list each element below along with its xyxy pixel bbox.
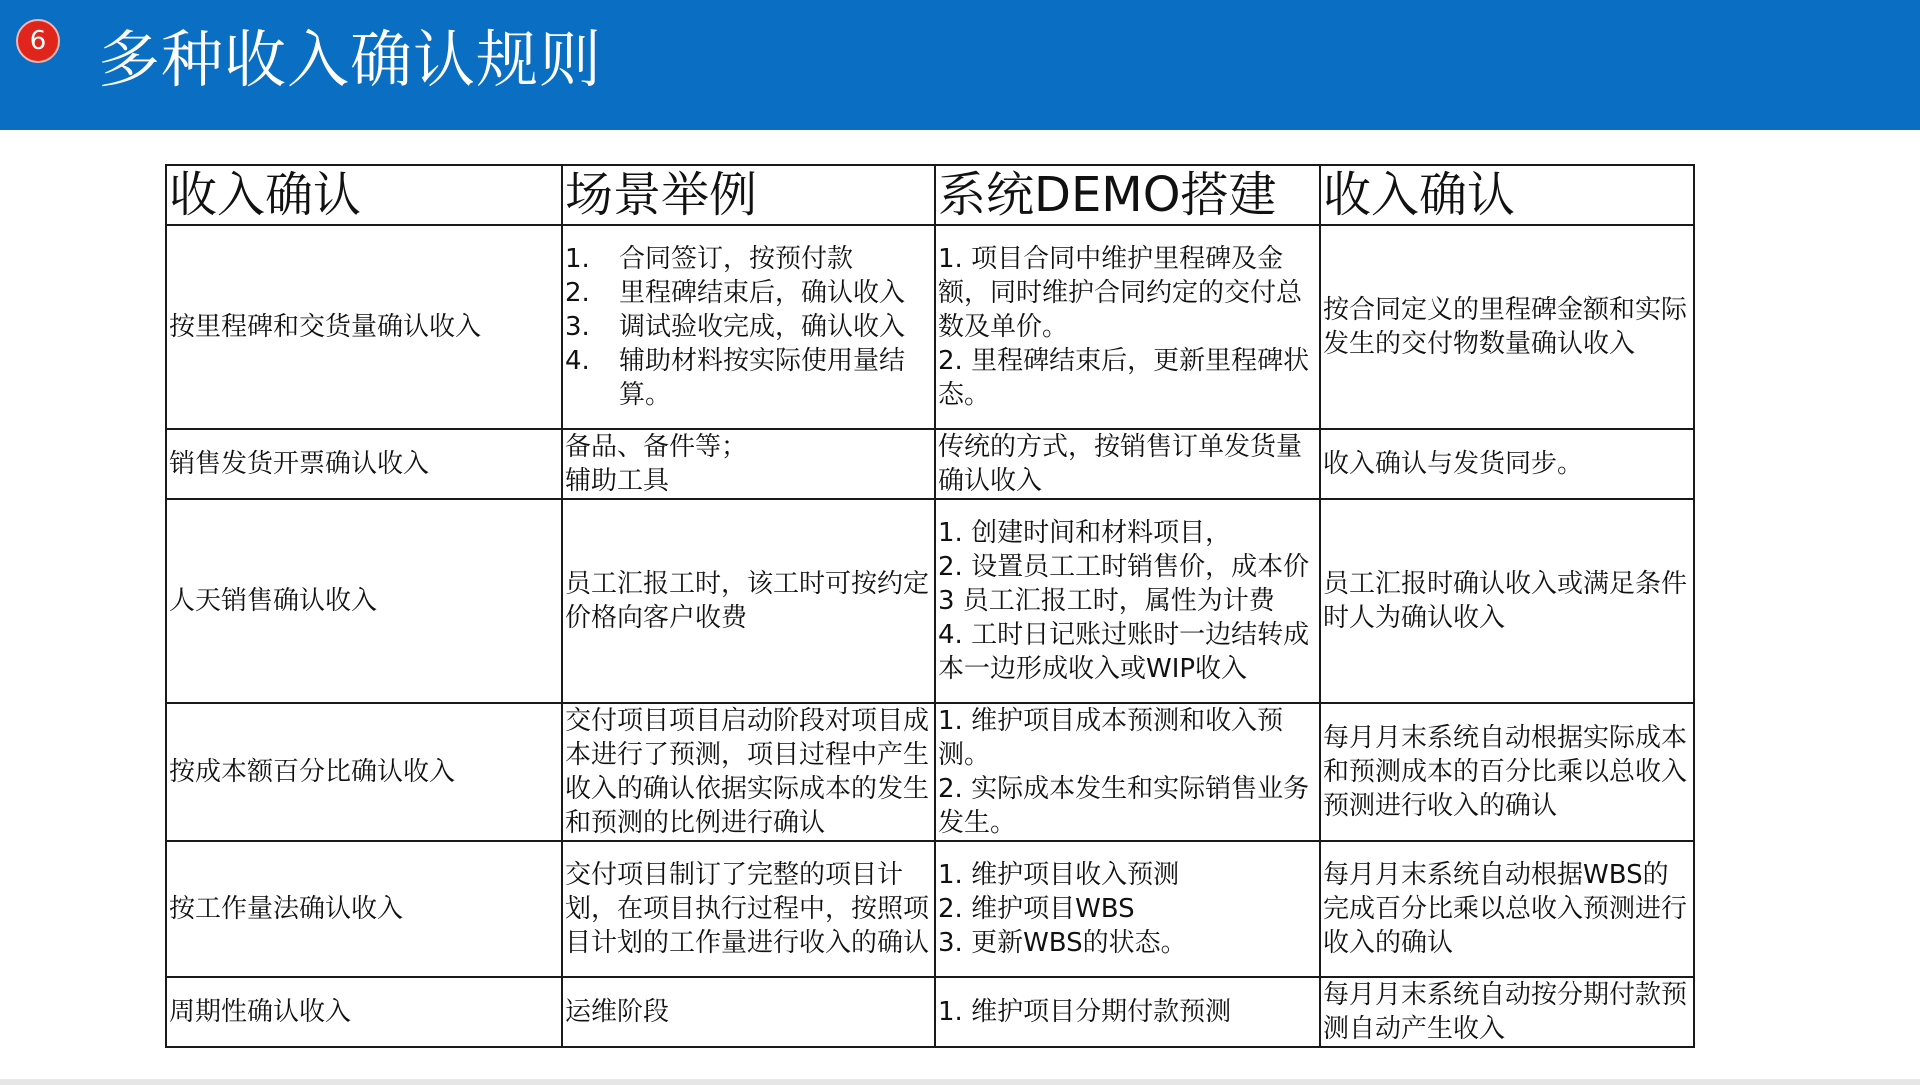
revenue-rules-table: [165, 164, 1695, 1048]
table-row: [166, 429, 1694, 499]
scenario-cell: 备品、备件等； 辅助工具: [562, 429, 935, 499]
scenario-cell: 交付项目项目启动阶段对项目成本进行了预测，项目过程中产生收入的确认依据实际成本的发生和预测的比例进行确认: [562, 703, 935, 841]
rule-cell: 每月月末系统自动根据WBS的完成百分比乘以总收入预测进行收入的确认: [1320, 841, 1694, 977]
table-row: [166, 977, 1694, 1047]
method-cell: 周期性确认收入: [166, 977, 562, 1047]
scenario-cell: [562, 225, 935, 429]
rule-cell: 收入确认与发货同步。: [1320, 429, 1694, 499]
title-bar: [0, 0, 1920, 130]
column-header: 收入确认: [1320, 165, 1694, 225]
table-header-row: [166, 165, 1694, 225]
rule-cell: 员工汇报时确认收入或满足条件时人为确认收入: [1320, 499, 1694, 703]
demo-cell: 1. 维护项目收入预测 2. 维护项目WBS 3. 更新WBS的状态。: [935, 841, 1320, 977]
list-item: 3. 调试验收完成，确认收入: [565, 312, 906, 342]
rule-cell: 每月月末系统自动根据实际成本和预测成本的百分比乘以总收入预测进行收入的确认: [1320, 703, 1694, 841]
scenario-cell: 运维阶段: [562, 977, 935, 1047]
column-header: 场景举例: [562, 165, 935, 225]
scenario-cell: 员工汇报工时，该工时可按约定价格向客户收费: [562, 499, 935, 703]
table-row: [166, 225, 1694, 429]
rule-cell: 按合同定义的里程碑金额和实际发生的交付物数量确认收入: [1320, 225, 1694, 429]
list-item: 4. 辅助材料按实际使用量结算。: [565, 346, 906, 410]
scenario-cell: 交付项目制订了完整的项目计划，在项目执行过程中，按照项目计划的工作量进行收入的确认: [562, 841, 935, 977]
method-cell: 销售发货开票确认收入: [166, 429, 562, 499]
method-cell: 按工作量法确认收入: [166, 841, 562, 977]
method-cell: 人天销售确认收入: [166, 499, 562, 703]
rule-cell: 每月月末系统自动按分期付款预测自动产生收入: [1320, 977, 1694, 1047]
list-item: 2. 里程碑结束后，确认收入: [565, 278, 906, 308]
column-header: 收入确认: [166, 165, 562, 225]
demo-cell: 1. 维护项目成本预测和收入预测。 2. 实际成本发生和实际销售业务发生。: [935, 703, 1320, 841]
demo-cell: 1. 创建时间和材料项目， 2. 设置员工工时销售价，成本价 3 员工汇报工时，属性为计费 4. 工时日记账过账时一边结转成本一边形成收入或WIP收入: [935, 499, 1320, 703]
footer-divider: [0, 1079, 1920, 1085]
demo-cell: 1. 项目合同中维护里程碑及金额，同时维护合同约定的交付总数及单价。 2. 里程碑结束后，更新里程碑状态。: [935, 225, 1320, 429]
column-header: 系统DEMO搭建: [935, 165, 1320, 225]
list-item: 1. 合同签订，按预付款: [565, 244, 854, 274]
table-row: [166, 499, 1694, 703]
method-cell: 按里程碑和交货量确认收入: [166, 225, 562, 429]
table-row: [166, 703, 1694, 841]
method-cell: 按成本额百分比确认收入: [166, 703, 562, 841]
page-title: 多种收入确认规则: [98, 23, 603, 96]
slide-number-badge: 6: [16, 19, 60, 63]
table-row: [166, 841, 1694, 977]
demo-cell: 传统的方式，按销售订单发货量确认收入: [935, 429, 1320, 499]
demo-cell: 1. 维护项目分期付款预测: [935, 977, 1320, 1047]
